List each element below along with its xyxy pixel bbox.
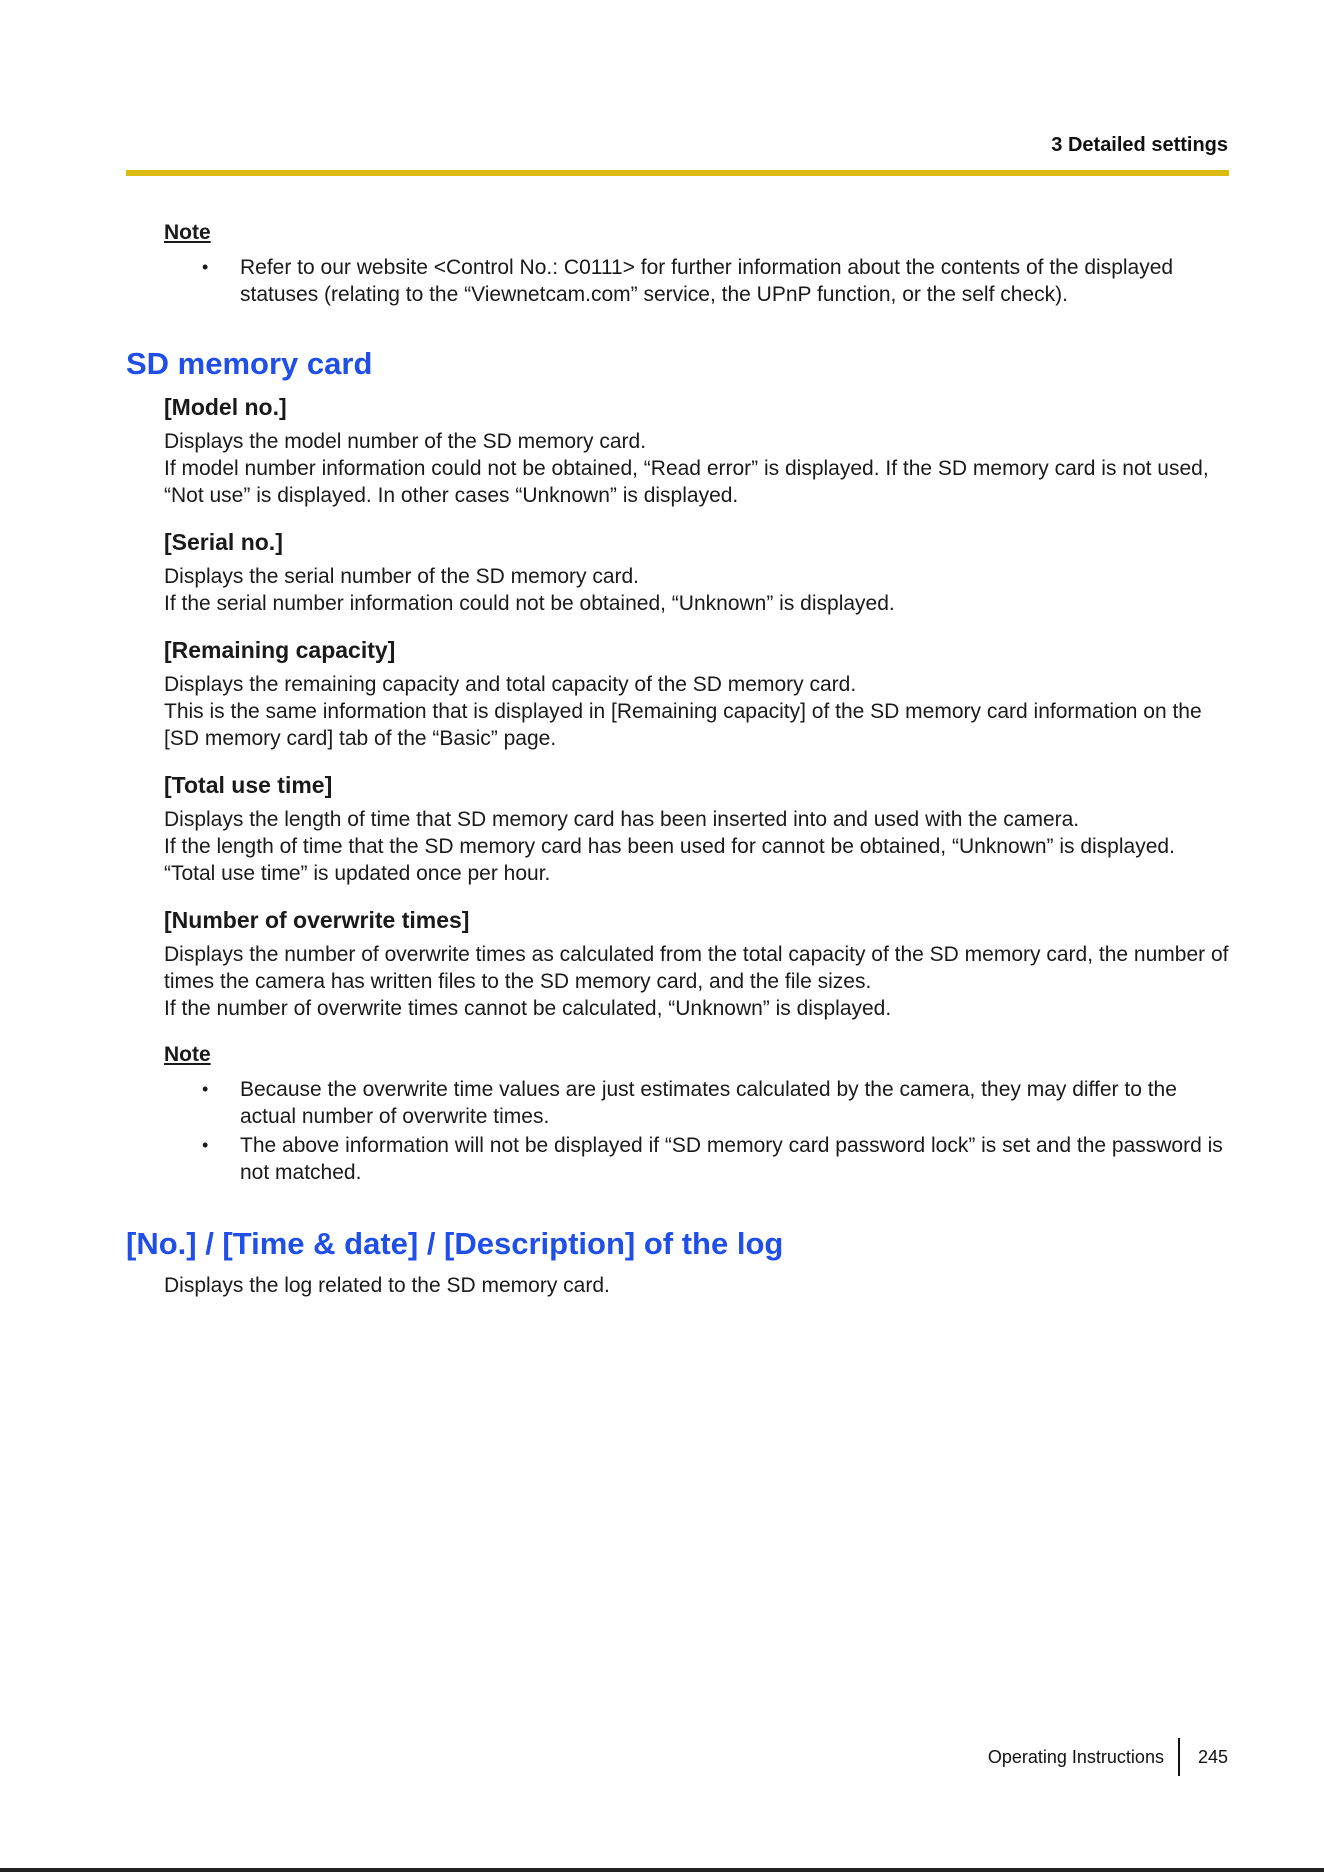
bullet-icon: • <box>202 257 209 277</box>
item-total-use-time <box>164 770 1229 887</box>
paragraph: Displays the log related to the SD memory card. <box>164 1274 610 1297</box>
list-item <box>202 1076 1229 1130</box>
bottom-rule <box>0 1868 1324 1872</box>
item-serial-no <box>164 527 1229 617</box>
note-label: Note <box>164 1043 211 1066</box>
list-item <box>202 254 1229 308</box>
note-block-1 <box>164 218 1229 248</box>
bullet-icon: • <box>202 1135 209 1155</box>
paragraph: This is the same information that is displayed in [Remaining capacity] of the SD memory card information on the [SD memory card] tab of the “Basic” page. <box>164 700 1202 750</box>
paragraph: Displays the remaining capacity and total capacity of the SD memory card. <box>164 673 857 696</box>
header-rule <box>126 170 1229 176</box>
bullet-icon: • <box>202 1079 209 1099</box>
page-footer <box>988 1738 1228 1776</box>
sub-heading: [Serial no.] <box>164 529 283 555</box>
section-title-log: [No.] / [Time & date] / [Description] of the log <box>126 1226 784 1261</box>
bullet-text: Because the overwrite time values are just estimates calculated by the camera, they may differ to the actual number of overwrite times. <box>240 1078 1177 1128</box>
paragraph: If the length of time that the SD memory card has been used for cannot be obtained, “Unknown” is displayed. <box>164 835 1175 858</box>
item-model-no <box>164 392 1229 509</box>
section-title-sd-memory-card: SD memory card <box>126 346 373 381</box>
footer-label: Operating Instructions <box>987 1746 1164 1767</box>
paragraph: Displays the length of time that SD memory card has been inserted into and used with the camera. <box>164 808 1080 831</box>
note-block-2 <box>164 1040 1229 1070</box>
sub-heading: [Remaining capacity] <box>164 637 396 663</box>
note-label: Note <box>164 221 211 244</box>
bullet-text: Refer to our website <Control No.: C0111> for further information about the contents of the displayed statuses (relating to the “Viewnetcam.com” service, the UPnP function, or the self check). <box>240 256 1174 306</box>
item-remaining-capacity <box>164 635 1229 752</box>
note-bullets-2 <box>126 1076 1229 1186</box>
paragraph: Displays the serial number of the SD memory card. <box>164 565 640 588</box>
paragraph: If model number information could not be obtained, “Read error” is displayed. If the SD memory card is not used, “Not use” is displayed. In other cases “Unknown” is displayed. <box>164 457 1209 507</box>
page-content <box>126 218 1229 1299</box>
paragraph: If the number of overwrite times cannot be calculated, “Unknown” is displayed. <box>164 997 892 1020</box>
list-item <box>202 1132 1229 1186</box>
sub-heading: [Model no.] <box>164 394 287 420</box>
log-description <box>164 1272 1229 1299</box>
footer-divider <box>1178 1738 1180 1776</box>
paragraph: Displays the model number of the SD memory card. <box>164 430 647 453</box>
running-header: 3 Detailed settings <box>1051 134 1228 156</box>
sub-heading: [Number of overwrite times] <box>164 907 470 933</box>
paragraph: If the serial number information could not be obtained, “Unknown” is displayed. <box>164 592 895 615</box>
bullet-text: The above information will not be displayed if “SD memory card password lock” is set and the password is not matched. <box>240 1134 1223 1184</box>
page-number: 245 <box>1197 1746 1228 1767</box>
note-bullets-1 <box>126 254 1229 308</box>
paragraph: “Total use time” is updated once per hour. <box>164 862 551 885</box>
item-number-of-overwrite-times <box>164 905 1229 1022</box>
sub-heading: [Total use time] <box>164 772 333 798</box>
paragraph: Displays the number of overwrite times as calculated from the total capacity of the SD memory card, the number of times the camera has written files to the SD memory card, and the file sizes. <box>164 943 1229 993</box>
